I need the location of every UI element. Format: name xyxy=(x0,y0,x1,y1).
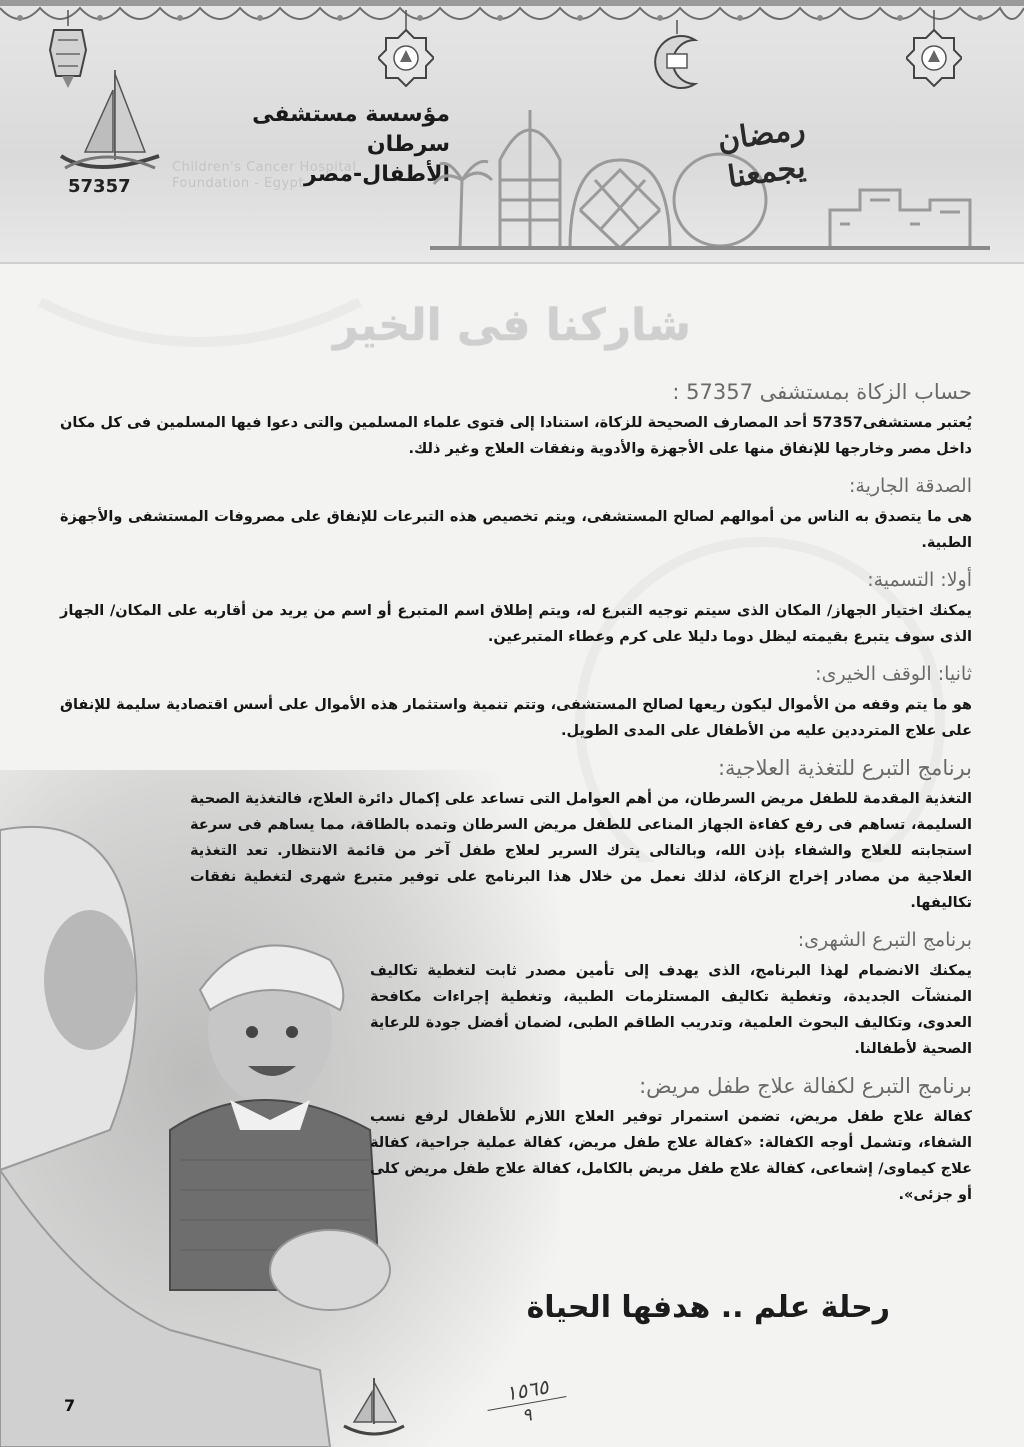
org-name-line2: الأطفال-مصر xyxy=(304,162,450,187)
page-title: شاركنا فى الخير xyxy=(333,300,691,351)
nutrition-heading: برنامج التبرع للتغذية العلاجية: xyxy=(717,756,972,780)
sponsorship-heading: برنامج التبرع لكفالة علاج طفل مريض: xyxy=(639,1074,972,1098)
sponsorship-body: كفالة علاج طفل مريض، تضمن استمرار توفير العلاج اللازم للأطفال لرفع نسب الشفاء، وتشمل أوجه الكفالة: «كفالة علاج طفل مريض، كفالة عملية جراحية، كفالة علاج كيماوى/ إشعاعى، كفالة علاج طفل مريض بالكامل، كفالة علاج طفل مريض كلى أو جزئى». xyxy=(370,1109,972,1203)
handwritten-note xyxy=(482,1374,572,1438)
endowment-heading: ثانيا: الوقف الخيرى: xyxy=(815,663,972,685)
campaign-line2: يجمعنا xyxy=(725,149,808,196)
organization-name-english xyxy=(172,160,372,192)
medallion-ornament-left xyxy=(378,10,434,92)
article-content xyxy=(60,368,972,1208)
campaign-line1: رمضان xyxy=(715,111,808,159)
medallion-ornament-right xyxy=(906,10,962,92)
garland-decoration xyxy=(0,0,1024,36)
org-en-line2: Foundation - Egypt xyxy=(172,176,305,191)
naming-heading: أولا: التسمية: xyxy=(867,569,972,591)
endowment-body: هو ما يتم وقفه من الأموال ليكون ريعها لصالح المستشفى، وتتم تنمية واستثمار هذه الأموال على أسس اقتصادية سليمة للإنفاق على علاج المترددين عليه من الأطفال على المدى الطويل. xyxy=(60,697,972,739)
zakat-heading: حساب الزكاة بمستشفى 57357 : xyxy=(672,380,972,404)
page-header xyxy=(0,0,1024,264)
logo-number: 57357 xyxy=(68,176,131,197)
sadaqa-body: هى ما يتصدق به الناس من أموالهم لصالح المستشفى، ويتم تخصيص هذه التبرعات للإنفاق على مصروفات المستشفى والأجهزة الطبية. xyxy=(60,509,972,551)
page-number: 7 xyxy=(64,1396,76,1415)
sadaqa-heading: الصدقة الجارية: xyxy=(849,475,972,497)
zakat-body: يُعتبر مستشفى57357 أحد المصارف الصحيحة للزكاة، استنادا إلى فتوى علماء المسلمين والتى دعوا فيها المسلمين فى كل مكان داخل مصر وخارجها للإنفاق منها على الأجهزة والأدوية ونفقات العلاج وغير ذلك. xyxy=(60,415,972,457)
monthly-body: يمكنك الانضمام لهذا البرنامج، الذى يهدف إلى تأمين مصدر ثابت لتغطية تكاليف المنشآت الجديدة، وتغطية تكاليف المستلزمات الطبية، وتغطية إجراءات مكافحة العدوى، وتكاليف البحوث العلمية، وتدريب الطاقم الطبى، لضمان أفضل جودة للرعاية الصحية لأطفالنا. xyxy=(370,963,972,1057)
nutrition-body: التغذية المقدمة للطفل مريض السرطان، من أهم العوامل التى تساعد على إكمال دائرة العلاج، فالتغذية الصحية السليمة، تساهم فى رفع كفاءة الجهاز المناعى للطفل مريض السرطان وتمده بالطاقة، مما يساهم فى سرعة استجابته للعلاج والشفاء بإذن الله، وبالتالى يترك السرير لعلاج طفل آخر من قائمة الانتظار. تعد التغذية العلاجية من مصادر إخراج الزكاة، لذلك نعمل من خلال هذا البرنامج على توفير متبرع شهرى لتغطية نفقات تكاليفها. xyxy=(190,791,972,911)
org-en-line1: Children's Cancer Hospital xyxy=(172,160,357,175)
crescent-ornament xyxy=(645,20,709,90)
naming-body: يمكنك اختيار الجهاز/ المكان الذى سيتم توجيه التبرع له، ويتم إطلاق اسم المتبرع أو اسم من يريد من أقاربه على المكان/ الجهاز الذى سوف يتبرع بقيمته ليظل دوما دليلا على كرم وعطاء المتبرعين. xyxy=(60,603,972,645)
handwritten-top: ١٥٦٥ xyxy=(503,1374,551,1406)
org-name-line1: مؤسسة مستشفى سرطان xyxy=(252,102,450,157)
monthly-heading: برنامج التبرع الشهرى: xyxy=(797,929,972,951)
slogan: رحلة علم .. هدفها الحياة xyxy=(526,1290,890,1325)
boat-icon xyxy=(338,1372,408,1442)
handwritten-bottom: ٩ xyxy=(520,1404,534,1427)
